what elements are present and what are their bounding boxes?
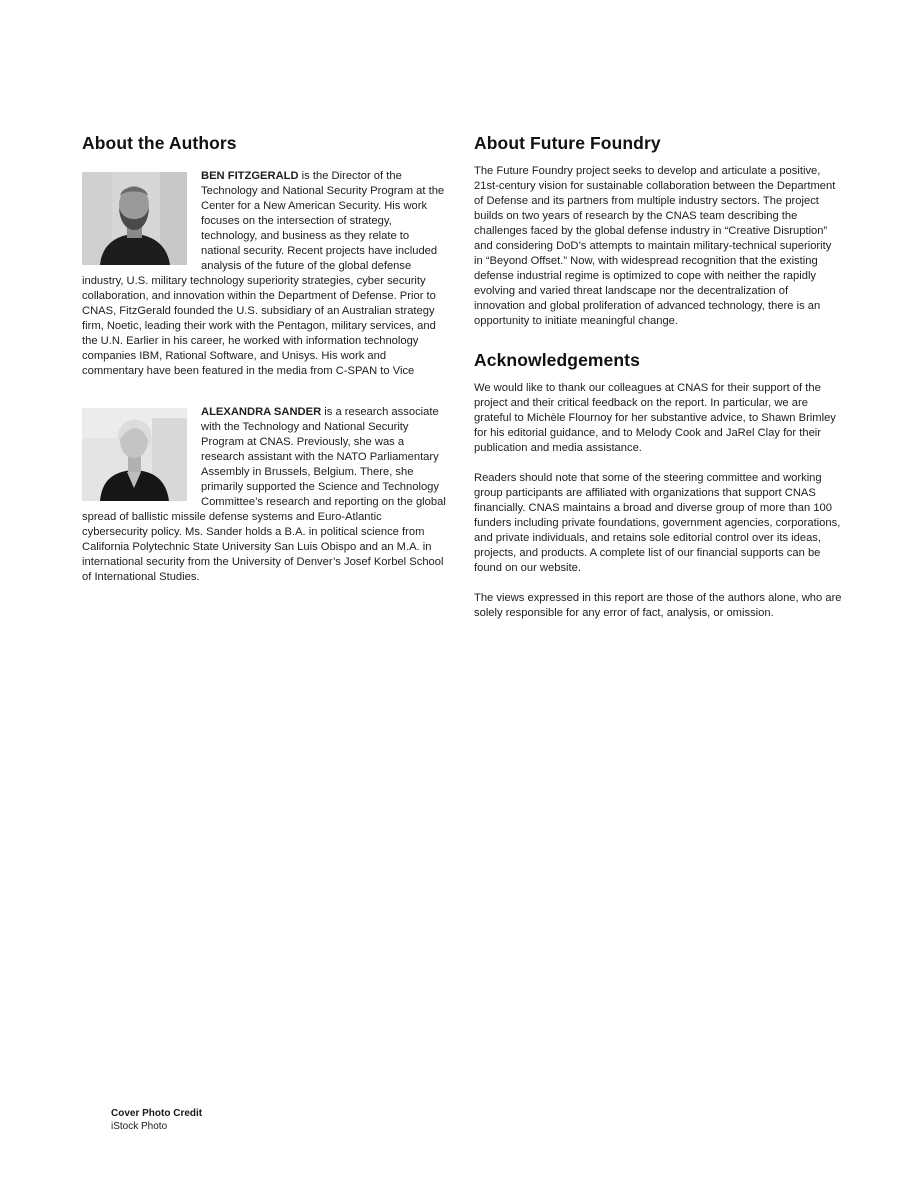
right-column <box>474 130 842 621</box>
author-photo-fitzgerald <box>82 172 187 265</box>
acknowledgements-section <box>474 347 842 621</box>
author-bio-fitzgerald <box>82 169 446 379</box>
acknowledgements-paragraph: The views expressed in this report are those of the authors alone, who are solely responsible for any error of fact, analysis, or omission. <box>474 592 842 619</box>
cover-photo-credit <box>111 1108 202 1133</box>
authors-heading: About the Authors <box>82 133 237 153</box>
acknowledgements-paragraph: Readers should note that some of the steering committee and working group participants are affiliated with organizations that support CNAS financially. CNAS maintains a broad and diverse group of more than 100 funders including private foundations, government agencies, corporations, and private individuals, and retains sole editorial control over its ideas, projects, and products. A complete list of our financial supports can be found on our website. <box>474 472 841 574</box>
acknowledgements-heading: Acknowledgements <box>474 350 640 370</box>
author-photo-sander <box>82 408 187 501</box>
future-foundry-text: The Future Foundry project seeks to develop and articulate a positive, 21st-century vision for sustainable collaboration between the Department of Defense and its partners from multiple industry sectors. The project builds on two years of research by the CNAS team describing the challenges faced by the global defense industry in “Creative Disruption” and considering DoD’s attempts to maintain military-technical superiority in “Beyond Offset.” Now, with widespread recognition that the existing defense industrial regime is optimized to cope with neither the rapidly evolving and varied threat landscape nor the decentralization of innovation and global proliferation of advanced technology, there is an opportunity to initiate meaningful change. <box>474 165 836 327</box>
future-foundry-section <box>474 130 842 329</box>
author-description-fitzgerald: is the Director of the Technology and National Security Program at the Center for a New American Security. His work focuses on the intersection of strategy, technology, and business as they relate to national security. Recent projects have included analysis of the future of the global defense industry, U.S. military technology superiority strategies, cyber security collaboration, and innovation within the Department of Defense. Prior to CNAS, FitzGerald founded the U.S. subsidiary of an Australian strategy firm, Noetic, leading their work with the Pentagon, military services, and the U.N. Earlier in his career, he worked with information technology companies IBM, Rational Software, and Unisys. His work and commentary have been featured in the media from C-SPAN to Vice <box>82 170 445 377</box>
author-name-fitzgerald: BEN FITZGERALD <box>201 170 299 182</box>
author-bio-sander <box>82 405 446 585</box>
author-name-sander: ALEXANDRA SANDER <box>201 406 322 418</box>
cover-photo-credit-label: Cover Photo Credit <box>111 1108 203 1119</box>
author-description-sander: is a research associate with the Technology and National Security Program at CNAS. Previously, she was a research assistant with the NATO Parliamentary Assembly in Brussels, Belgium. There, she primarily supported the Science and Technology Committee’s research and reporting on the global spread of ballistic missile defense systems and Euro-Atlantic cybersecurity policy. Ms. Sander holds a B.A. in political science from California Polytechnic State University San Luis Obispo and an M.A. in international security from the University of Denver’s Josef Korbel School of International Studies. <box>82 406 446 583</box>
cover-photo-credit-value: iStock Photo <box>111 1120 168 1132</box>
acknowledgements-paragraph: We would like to thank our colleagues at CNAS for their support of the project and their critical feedback on the report. In particular, we are grateful to Michèle Flournoy for her substantive advice, to Shawn Brimley for his editorial guidance, and to Melody Cook and JaRel Clay for their publication and media assistance. <box>474 382 836 454</box>
future-foundry-heading: About Future Foundry <box>474 133 661 153</box>
authors-section <box>82 130 446 585</box>
